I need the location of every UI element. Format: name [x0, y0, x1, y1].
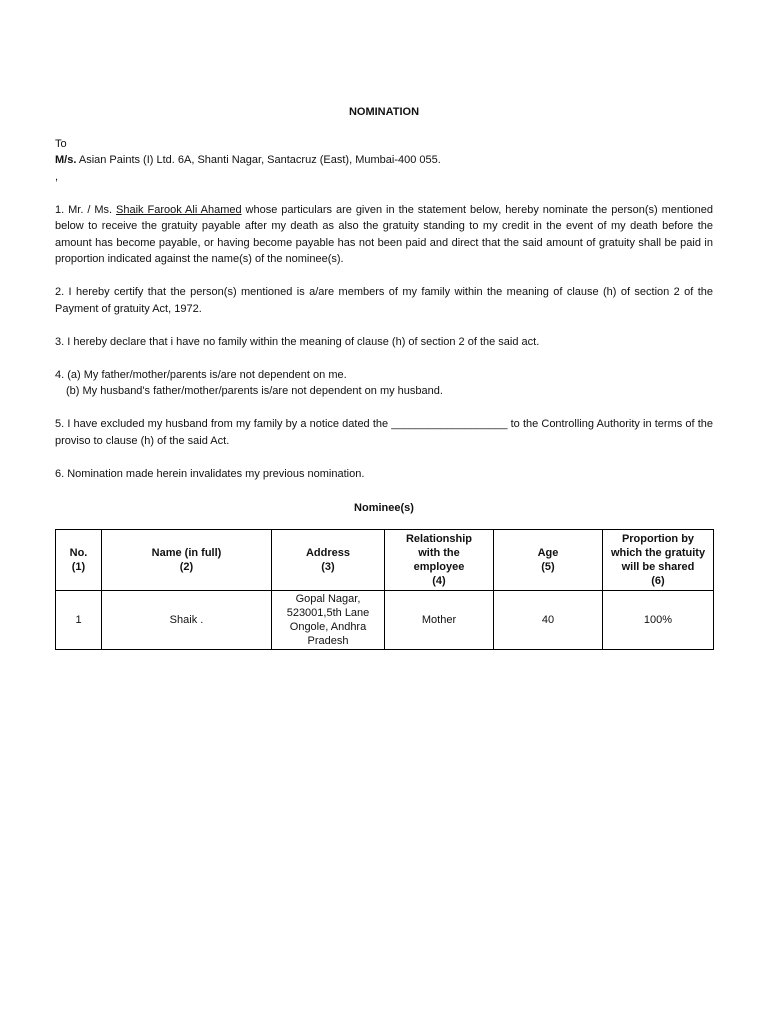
address-line: Ongole, Andhra	[289, 620, 367, 633]
header-line: (6)	[651, 574, 665, 587]
cell-address	[272, 590, 385, 649]
employee-name: Shaik Farook Ali Ahamed	[116, 203, 242, 216]
header-line: Relationship	[405, 532, 472, 545]
header-line: Address	[305, 546, 351, 559]
header-line: (2)	[179, 560, 194, 573]
paragraph-4a: 4. (a) My father/mother/parents is/are not dependent on me.	[55, 368, 347, 381]
nominees-title: Nominee(s)	[354, 502, 414, 514]
header-line: with the	[418, 546, 460, 559]
header-line: (1)	[71, 560, 86, 573]
header-line: Proportion by	[621, 532, 695, 545]
nominee-table	[55, 529, 714, 650]
addressee-prefix: M/s.	[55, 154, 77, 166]
nomination-form	[55, 104, 713, 650]
header-age	[494, 529, 603, 590]
header-line: (4)	[432, 574, 446, 587]
paragraph-3: 3. I hereby declare that i have no family within the meaning of clause (h) of section 2 of the said act.	[55, 335, 540, 348]
paragraph-5: 5. I have excluded my husband from my family by a notice dated the ___________________ to the Controlling Authority in terms of the proviso to clause (h) of the said Act.	[55, 418, 713, 447]
paragraph-1	[55, 202, 713, 268]
table-row	[56, 590, 714, 649]
header-address	[272, 529, 385, 590]
cell-no: 1	[56, 590, 102, 649]
table-header-row	[56, 529, 714, 590]
cell-proportion: 100%	[603, 590, 714, 649]
cell-age: 40	[494, 590, 603, 649]
address-line: 523001,5th Lane	[286, 606, 370, 619]
cell-name: Shaik .	[102, 590, 272, 649]
paragraph-4b: (b) My husband's father/mother/parents is/are not dependent on my husband.	[66, 385, 443, 397]
stray-mark: ,	[55, 170, 59, 183]
paragraph-1-lead: 1. Mr. / Ms.	[55, 203, 117, 216]
document-title: NOMINATION	[348, 106, 420, 118]
header-line: Name (in full)	[151, 546, 222, 559]
header-relationship	[385, 529, 494, 590]
addressee-line	[55, 152, 713, 169]
header-line: (3)	[321, 560, 335, 573]
header-line: No.	[69, 546, 88, 559]
header-proportion	[603, 529, 714, 590]
header-line: employee	[413, 560, 465, 573]
paragraph-2: 2. I hereby certify that the person(s) mentioned is a/are members of my family within the meaning of clause (h) of section 2 of the Payment of gratuity Act, 1972.	[55, 286, 713, 315]
header-line: (5)	[541, 560, 555, 573]
addressee-text: Asian Paints (I) Ltd. 6A, Shanti Nagar, Santacruz (East), Mumbai-400 055.	[76, 154, 441, 166]
paragraph-1-body: whose particulars are given in the statement below, hereby nominate the person(s) mentioned below to receive the gratuity payable after my death as also the gratuity standing to my credit in the event of my death before the amount has become payable, or having become payable has not been paid and direct that the said amount of gratuity shall be paid in proportion indicated against the name(s) of the nominee(s).	[55, 203, 713, 265]
cell-relationship: Mother	[385, 590, 494, 649]
address-line: Pradesh	[307, 634, 349, 647]
header-no	[56, 529, 102, 590]
address-line: Gopal Nagar,	[295, 592, 361, 605]
to-line: To	[55, 137, 67, 150]
header-name	[102, 529, 272, 590]
paragraph-6: 6. Nomination made herein invalidates my previous nomination.	[55, 467, 365, 480]
header-line: will be shared	[621, 560, 695, 573]
header-line: Age	[537, 546, 559, 559]
header-line: which the gratuity	[610, 546, 706, 559]
